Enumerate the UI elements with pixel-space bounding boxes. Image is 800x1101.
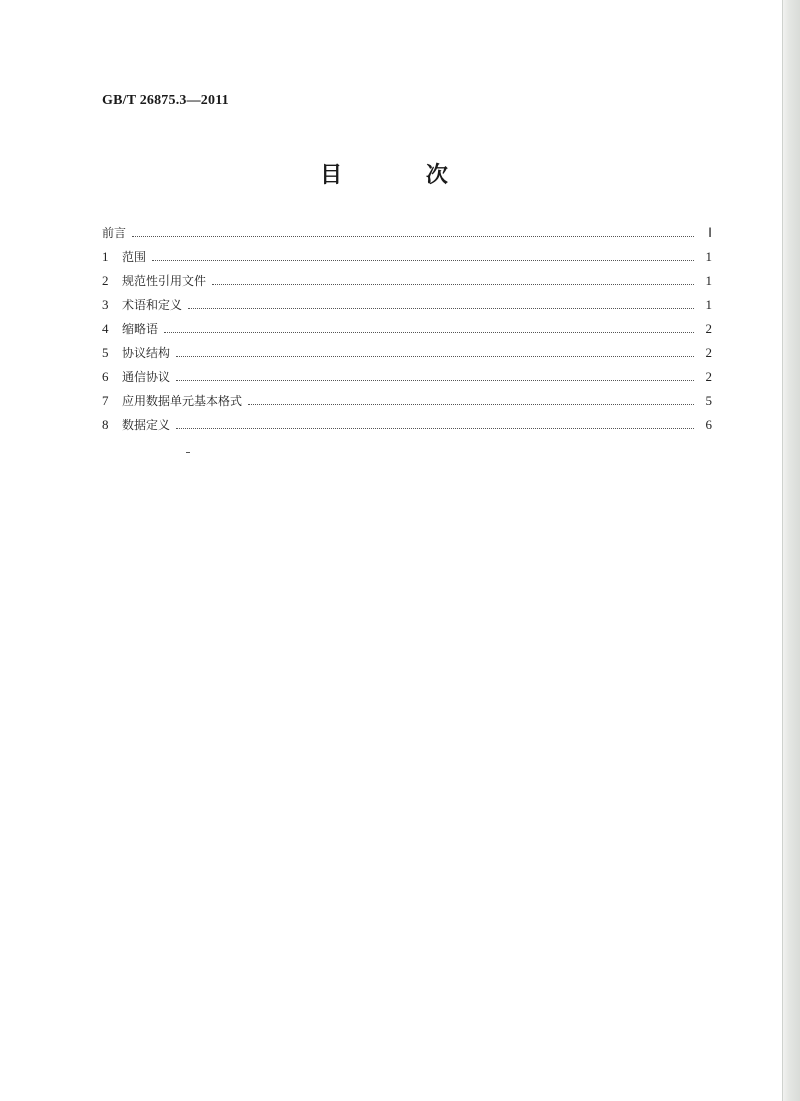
scan-speck [186, 452, 190, 453]
toc-entry-number: 6 [102, 369, 109, 384]
toc-entry-page: 1 [705, 273, 712, 288]
toc-entry-label: 规范性引用文件 [122, 274, 207, 288]
toc-entry-number: 3 [102, 297, 109, 312]
toc-leader-dots [248, 404, 694, 405]
toc-entry[interactable] [102, 392, 712, 416]
standard-code: GB/T 26875.3—2011 [102, 93, 229, 108]
toc-leader-dots [212, 284, 694, 285]
toc-entry-number: 2 [102, 273, 109, 288]
toc-entry[interactable] [102, 416, 712, 440]
toc-entry-number: 5 [102, 345, 109, 360]
toc-entry-label: 通信协议 [122, 370, 171, 384]
toc-leader-dots [176, 356, 694, 357]
toc-entry[interactable] [102, 368, 712, 392]
toc-entry-number: 7 [102, 393, 109, 408]
toc-entry[interactable] [102, 296, 712, 320]
toc-leader-dots [188, 308, 694, 309]
toc-entry-page: 1 [705, 297, 712, 312]
toc-entry[interactable] [102, 320, 712, 344]
toc-entry-number: 8 [102, 417, 109, 432]
toc-entry-label: 术语和定义 [122, 298, 183, 312]
toc-entry-number: 4 [102, 321, 109, 336]
toc-entry-label: 前言 [102, 226, 127, 240]
toc-leader-dots [152, 260, 694, 261]
toc-entry-page: Ⅰ [708, 225, 712, 240]
table-of-contents [102, 224, 712, 440]
toc-entry-label: 协议结构 [122, 346, 171, 360]
toc-title: 目 次 [320, 163, 486, 188]
toc-entry-page: 2 [705, 321, 712, 336]
toc-entry-number: 1 [102, 249, 109, 264]
toc-entry-page: 2 [705, 345, 712, 360]
toc-entry-label: 缩略语 [122, 322, 159, 336]
toc-leader-dots [164, 332, 694, 333]
toc-leader-dots [132, 236, 694, 237]
toc-entry[interactable] [102, 272, 712, 296]
toc-leader-dots [176, 428, 694, 429]
toc-entry[interactable] [102, 248, 712, 272]
toc-entry-label: 范围 [122, 250, 147, 264]
toc-entry-page: 1 [705, 249, 712, 264]
toc-entry[interactable] [102, 224, 712, 248]
toc-entry-page: 6 [705, 417, 712, 432]
toc-entry-page: 5 [705, 393, 712, 408]
toc-entry-page: 2 [705, 369, 712, 384]
toc-entry[interactable] [102, 344, 712, 368]
toc-entry-label: 数据定义 [122, 418, 171, 432]
toc-leader-dots [176, 380, 694, 381]
toc-entry-label: 应用数据单元基本格式 [122, 394, 243, 408]
